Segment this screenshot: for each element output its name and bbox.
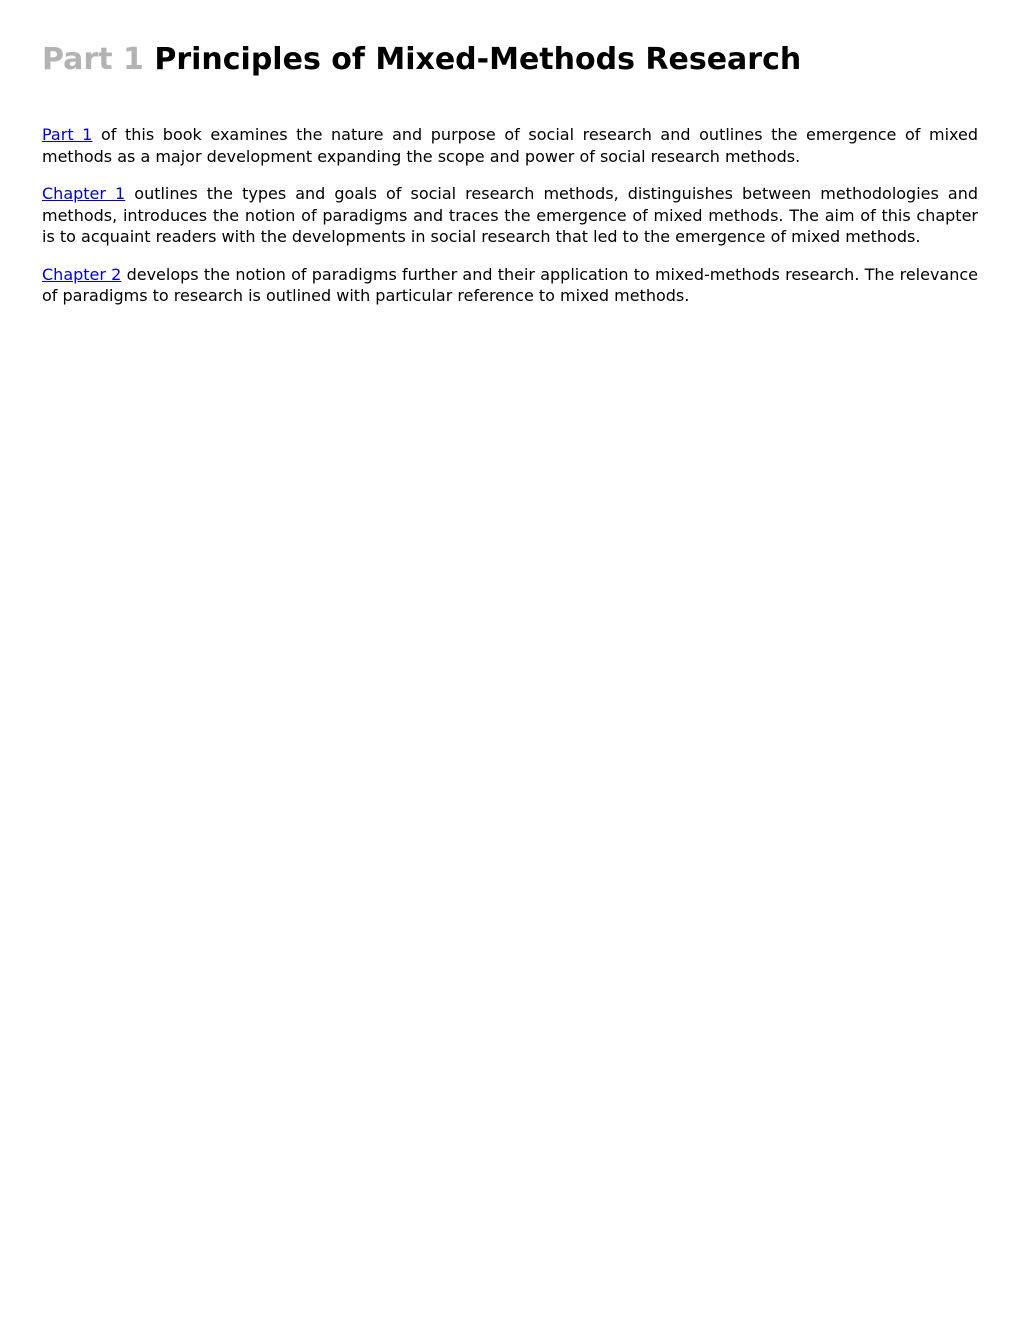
paragraph-chapter-1	[42, 183, 978, 248]
paragraph-part-1	[42, 124, 978, 167]
link-chapter-2[interactable]: Chapter 2	[42, 264, 122, 284]
page-title	[42, 0, 978, 79]
paragraph-text: of this book examines the nature and purpose of social research and outlines the emergence of mixed methods as a major development expanding the scope and power of social research methods.	[42, 125, 978, 166]
document-page	[0, 0, 1020, 307]
link-part-1[interactable]: Part 1	[42, 125, 93, 144]
paragraph-chapter-2	[42, 264, 978, 307]
part-title: Principles of Mixed-Methods Research	[154, 42, 802, 77]
paragraph-text: develops the notion of paradigms further and their application to mixed-methods research. The relevance of paradigms to research is outlined with particular reference to mixed methods.	[42, 264, 979, 305]
paragraph-text: outlines the types and goals of social research methods, distinguishes between methodologies and methods, introduces the notion of paradigms and traces the emergence of mixed methods. The aim of this chapter is to acquaint readers with the developments in social research that led to the emergence of mixed methods.	[42, 184, 979, 246]
intro-body	[42, 124, 978, 307]
link-chapter-1[interactable]: Chapter 1	[42, 184, 126, 203]
part-number: Part 1	[42, 42, 144, 77]
